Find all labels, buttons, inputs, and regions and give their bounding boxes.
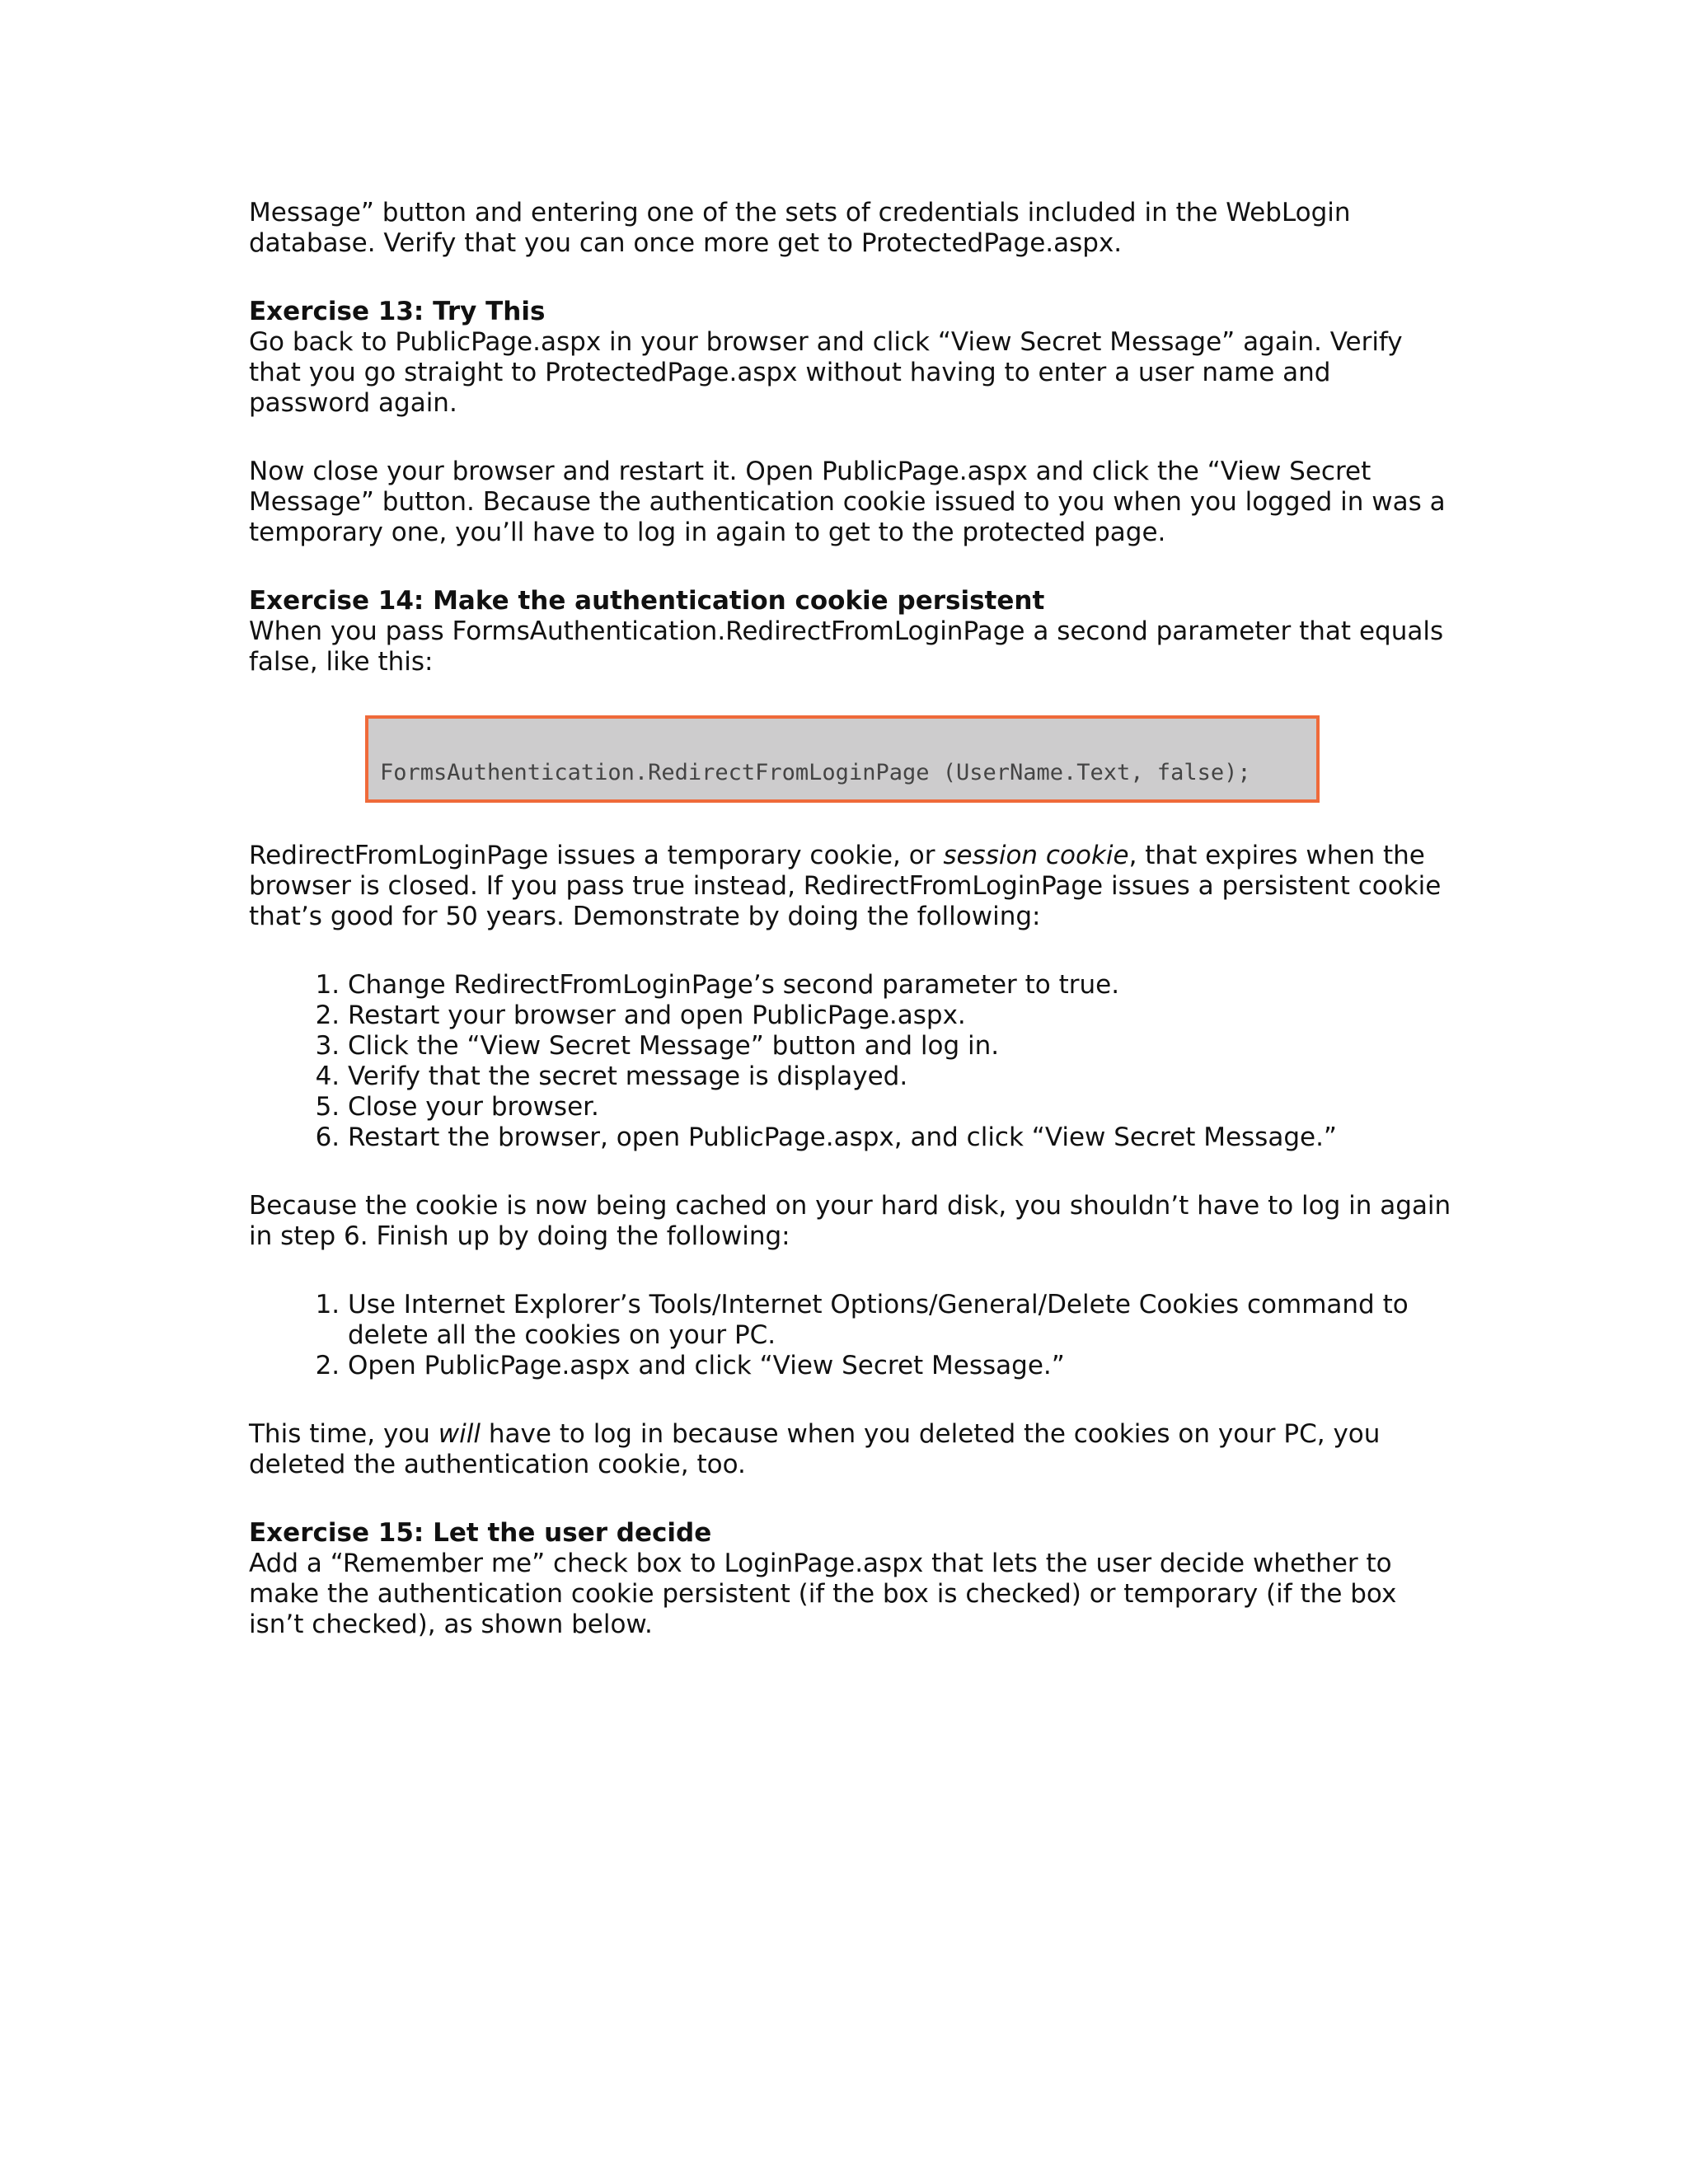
list-item: 6. Restart the browser, open PublicPage.aspx, and click “View Secret Message.” [348,1122,1452,1153]
steps-list-persistent [249,970,1452,1153]
exercise-14-body: When you pass FormsAuthentication.RedirectFromLoginPage a second parameter that equals false, like this: [249,616,1444,677]
exercise-13-heading: Exercise 13: Try This [249,297,546,326]
session-cookie-text-after: , that expires when the browser is closed. If you pass true instead, RedirectFromLoginPage issues a persistent cookie that’s good for 50 years. Demonstrate by doing the following: [249,841,1442,931]
exercise-15-body: Add a “Remember me” check box to LoginPage.aspx that lets the user decide whether to make the authentication cookie persistent (if the box is checked) or temporary (if the box isn’t checked), as shown below. [249,1549,1397,1639]
document-page [249,198,1452,1678]
exercise-14-heading: Exercise 14: Make the authentication cookie persistent [249,586,1045,616]
list-item: 2. Restart your browser and open PublicPage.aspx. [348,1001,1452,1031]
paragraph-log-in-again [249,1419,1452,1480]
exercise-14 [249,586,1452,677]
list-item: 4. Verify that the secret message is displayed. [348,1062,1452,1092]
paragraph-cached-cookie: Because the cookie is now being cached on your hard disk, you shouldn’t have to log in again in step 6. Finish up by doing the following: [249,1191,1451,1251]
list-item: 1. Use Internet Explorer’s Tools/Internet Options/General/Delete Cookies command to delete all the cookies on your PC. [348,1290,1452,1351]
paragraph-continuation: Message” button and entering one of the sets of credentials included in the WebLogin database. Verify that you can once more get to ProtectedPage.aspx. [249,198,1351,258]
list-item: 2. Open PublicPage.aspx and click “View Secret Message.” [348,1351,1452,1381]
log-in-again-emphasis: will [438,1419,481,1449]
code-snippet-box [365,715,1320,803]
list-item: 5. Close your browser. [348,1092,1452,1122]
paragraph-session-cookie [249,841,1452,932]
exercise-15-heading: Exercise 15: Let the user decide [249,1518,712,1548]
code-snippet: FormsAuthentication.RedirectFromLoginPage (UserName.Text, false); [380,760,1251,785]
session-cookie-term: session cookie [943,841,1129,870]
exercise-13-body: Go back to PublicPage.aspx in your browser and click “View Secret Message” again. Verify that you go straight to ProtectedPage.aspx without having to enter a user name and password again. [249,327,1403,418]
exercise-13 [249,297,1452,419]
exercise-15 [249,1518,1452,1640]
paragraph-restart-browser: Now close your browser and restart it. Open PublicPage.aspx and click the “View Secret Message” button. Because the authentication cookie issued to you when you logged in was a temporary one, you’ll have to log in again to get to the protected page. [249,457,1446,547]
list-item: 3. Click the “View Secret Message” button and log in. [348,1031,1452,1062]
list-item: 1. Change RedirectFromLoginPage’s second parameter to true. [348,970,1452,1001]
session-cookie-text-before: RedirectFromLoginPage issues a temporary cookie, or [249,841,944,870]
steps-list-delete-cookies [249,1290,1452,1381]
log-in-again-text-before: This time, you [249,1419,438,1449]
log-in-again-text-after: have to log in because when you deleted the cookies on your PC, you deleted the authentication cookie, too. [249,1419,1381,1479]
